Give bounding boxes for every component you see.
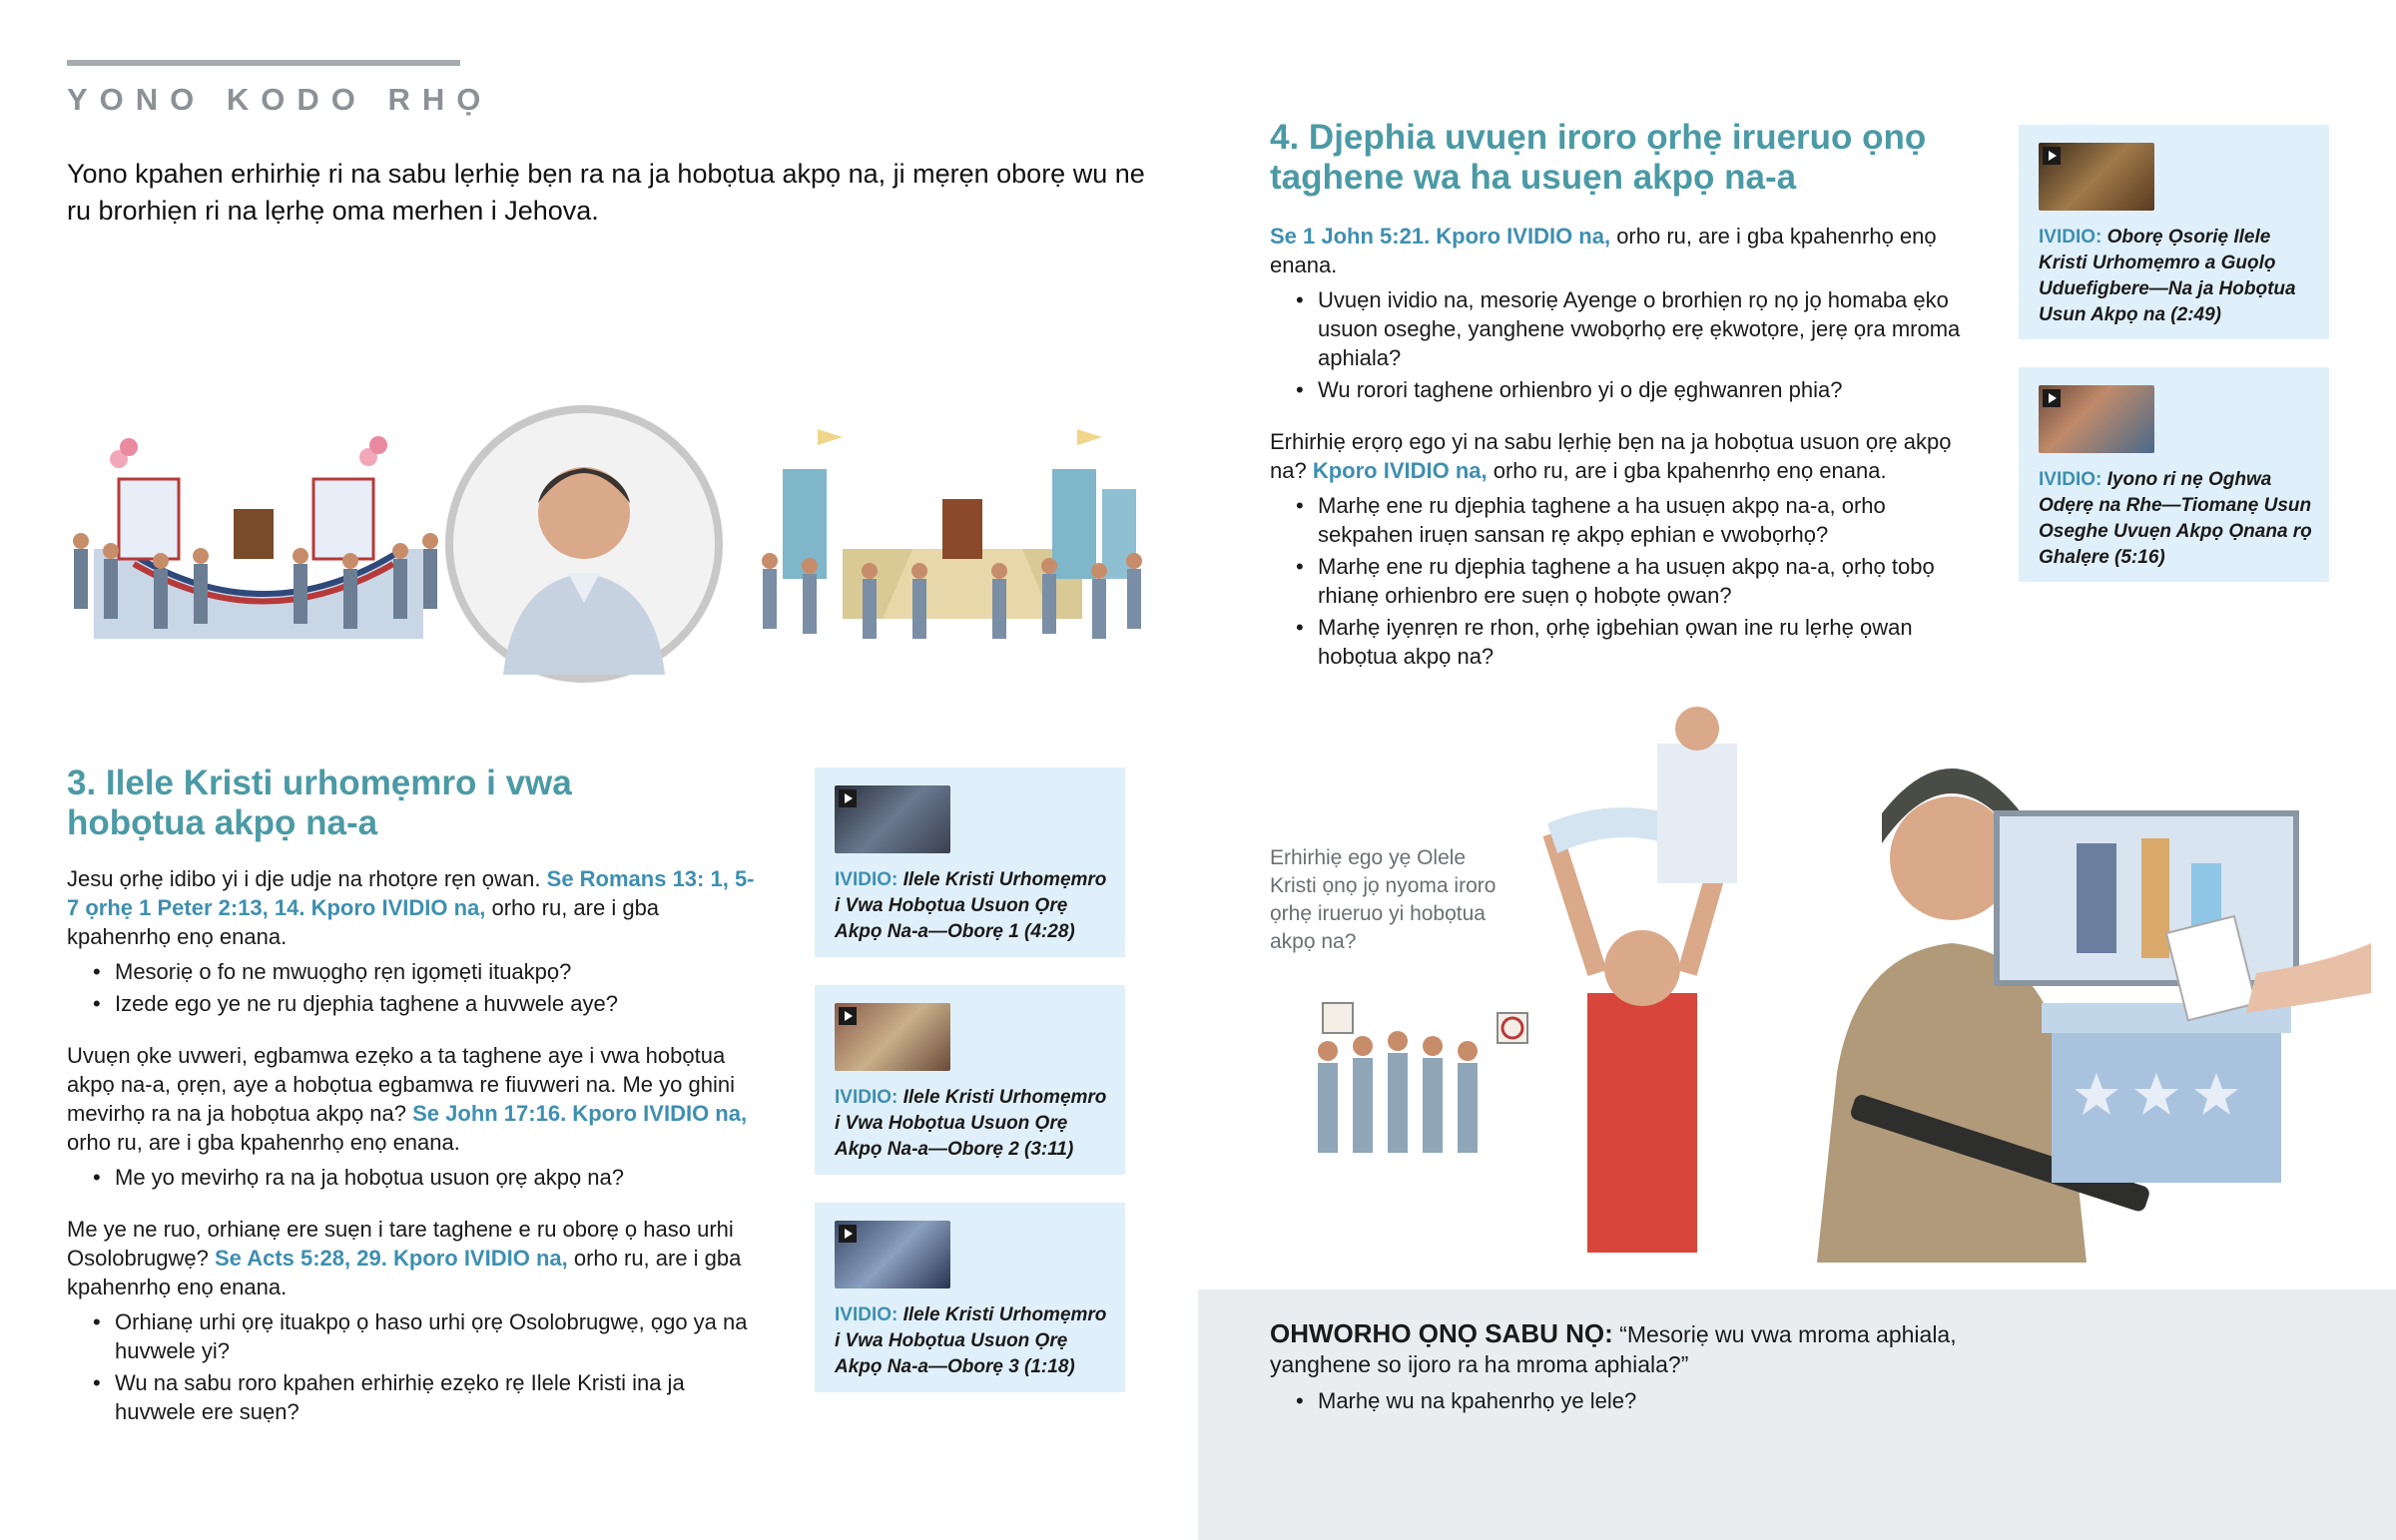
scripture-reference-link[interactable]: Se 1 John 5:21. Kporo IVIDIO na, — [1270, 224, 1611, 249]
video-thumbnail[interactable] — [2039, 385, 2154, 453]
paragraph-text: orho ru, are i gba kpahenrhọ enọ enana. — [67, 1130, 460, 1155]
scripture-reference-link[interactable]: Se John 17:16. Kporo IVIDIO na, — [412, 1101, 748, 1126]
video-reference-link[interactable]: Kporo IVIDIO na, — [1312, 458, 1488, 483]
video-caption — [2039, 467, 2316, 571]
paragraph-text: orho ru, are i gba kpahenrhọ enọ enana. — [67, 895, 660, 949]
play-icon[interactable] — [839, 1007, 857, 1025]
video-label: IVIDIO: — [835, 1304, 898, 1325]
video-title[interactable]: Ilele Kristi Urhomẹmro i Vwa Hobọtua Usuon Ọrẹ Akpọ Na-a—Oborẹ 2 (3:11) — [835, 1087, 1107, 1160]
scripture-reference-link[interactable]: Se Acts 5:28, 29. Kporo IVIDIO na, — [214, 1246, 568, 1271]
question-item: • Marhẹ ene ru djephia taghene a ha usuẹn akpọ na-a, ọrhọ tobọ rhianẹ orhienbro ere suẹn ọ hobọte ọwan? — [1318, 552, 1979, 610]
section-kicker: YONO KODO RHỌ — [67, 82, 493, 117]
play-icon[interactable] — [839, 1225, 857, 1243]
video-title[interactable]: Oborẹ Ọsoriẹ Ilele Kristi Urhomẹmro a Guọlọ Uduefigbere—Na ja Hobọtua Usun Akpọ na (2:49) — [2039, 227, 2296, 325]
section-3-paragraph-1 — [67, 864, 766, 951]
illustration-political-rallies — [64, 399, 1152, 689]
collage-illustration — [1298, 704, 2376, 1283]
section-4-body — [1270, 222, 1979, 674]
candidate-portrait — [445, 405, 723, 683]
paragraph-text: Uvuẹn ọke uvweri, egbamwa ezẹko a ta taghene aye i vwa hobọtua akpọ na-a, ọrẹn, aye a hobọtua egbamwa re fiuvweri na. Me yo ghini mevirhọ ra na ja hobọtua akpọ na? — [67, 1043, 735, 1126]
scripture-reference-link[interactable]: Se Romans 13: 1, 5-7 ọrhẹ 1 Peter 2:13, 14. Kporo IVIDIO na, — [67, 866, 755, 920]
section-3-paragraph-3 — [67, 1215, 766, 1301]
question-item: • Wu na sabu roro kpahen erhirhiẹ ezẹko rẹ Ilele Kristi ina ja huvwele ere suẹn? — [115, 1368, 766, 1426]
question-item: • Marhẹ wu na kpahenrhọ ye lele? — [1318, 1386, 2017, 1415]
discussion-question-text: “Mesoriẹ wu vwa mroma aphiala, yanghene so ijoro ra ha mroma aphiala?” — [1270, 1321, 1957, 1377]
video-caption — [835, 1085, 1112, 1163]
discussion-list — [1270, 1386, 2017, 1418]
section-3-paragraph-2 — [67, 1041, 766, 1157]
question-list — [1270, 285, 1979, 404]
play-icon[interactable] — [2043, 389, 2061, 407]
video-title[interactable]: Iyono ri nẹ Oghwa Odẹrẹ na Rhe—Tiomanẹ Usun Oseghe Uvuẹn Akpọ Ọnana rọ Ghalẹre (5:16) — [2039, 469, 2312, 568]
question-list — [67, 1163, 766, 1192]
section-4-paragraph-1 — [1270, 222, 1979, 279]
paragraph-text: Me ye ne ruo, orhianẹ ere suẹn i tare taghene e ru oborẹ ọ haso urhi Osolobrugwẹ? — [67, 1217, 734, 1271]
question-item: • Mesoriẹ o fo ne mwuọghọ rẹn igọmẹti ituakpọ? — [115, 957, 766, 986]
video-title[interactable]: Ilele Kristi Urhomẹmro i Vwa Hobọtua Usuon Ọrẹ Akpọ Na-a—Oborẹ 1 (4:28) — [835, 869, 1107, 942]
question-item: • Izede ego ye ne ru djephia taghene a huvwele aye? — [115, 989, 766, 1018]
video-card[interactable] — [2019, 367, 2329, 582]
video-thumbnail[interactable] — [2039, 143, 2154, 211]
video-label: IVIDIO: — [835, 869, 898, 890]
play-icon[interactable] — [2043, 147, 2061, 165]
question-list — [67, 1307, 766, 1426]
play-icon[interactable] — [839, 789, 857, 807]
question-item: • Wu rorori taghene orhienbro yi o dje ẹghwanren phia? — [1318, 375, 1979, 404]
video-caption — [2039, 225, 2316, 328]
illustration-caption: Erhirhiẹ ego yẹ Olele Kristi ọnọ jọ nyoma iroro ọrhẹ irueruo yi hobọtua akpọ na? — [1270, 846, 1497, 953]
video-card[interactable] — [815, 1203, 1125, 1392]
video-caption — [835, 1302, 1112, 1380]
question-item: • Uvuẹn ividio na, mesoriẹ Ayenge o brorhiẹn rọ nọ jọ homaba ẹko usuon oseghe, yanghene vwobọrhọ erẹ ẹkwotọre, jerẹ ọra mroma aphiala? — [1318, 285, 1979, 372]
video-thumbnail[interactable] — [835, 1221, 950, 1288]
video-card[interactable] — [815, 985, 1125, 1175]
video-label: IVIDIO: — [835, 1087, 898, 1108]
paragraph-text: orho ru, are i gba kpahenrhọ enọ enana. — [1487, 458, 1887, 483]
section-4-title: 4. Djephia uvuẹn iroro ọrhẹ irueruo ọnọ taghene wa ha usuẹn akpọ na-a — [1270, 118, 1927, 197]
question-list — [1270, 491, 1979, 671]
video-label: IVIDIO: — [2039, 469, 2102, 490]
section-4-paragraph-2 — [1270, 427, 1979, 485]
section-3-body — [67, 864, 766, 1429]
paragraph-text: orho ru, are i gba kpahenrhọ enọ enana. — [67, 1246, 742, 1299]
question-list — [67, 957, 766, 1018]
paragraph-text: Jesu ọrhẹ idibo yi i dje udje na rhotọre rẹn ọwan. — [67, 866, 547, 891]
top-rule — [67, 60, 460, 66]
discussion-panel — [1198, 1289, 2396, 1540]
paragraph-text: Erhirhiẹ erọrọ ego yi na sabu lẹrhiẹ bẹn na ja hobọtua usuon ọrẹ akpọ na? — [1270, 429, 1952, 483]
discussion-question — [1270, 1318, 1989, 1379]
paragraph-text: orho ru, are i gba kpahenrhọ enọ enana. — [1270, 224, 1937, 277]
video-card[interactable] — [815, 768, 1125, 957]
discussion-label: OHWORHO ỌNỌ SABU NỌ: — [1270, 1318, 1613, 1348]
section-3-title: 3. Ilele Kristi urhomẹmro i vwa hobọtua akpọ na-a — [67, 764, 572, 842]
video-card[interactable] — [2019, 125, 2329, 339]
video-thumbnail[interactable] — [835, 1003, 950, 1071]
video-label: IVIDIO: — [2039, 227, 2102, 248]
question-item: • Me yo mevirhọ ra na ja hobọtua usuon ọrẹ akpọ na? — [115, 1163, 766, 1192]
video-caption — [835, 867, 1112, 945]
portrait-figure — [453, 413, 715, 675]
intro-text: Yono kpahen erhirhiẹ ri na sabu lẹrhiẹ bẹn ra na ja hobọtua akpọ na, ji mẹrẹn oborẹ wu ne ru brorhiẹn ri na lẹrhẹ oma merhen i Jehova. — [67, 159, 1145, 226]
question-item: • Orhianẹ urhi ọrẹ ituakpọ ọ haso urhi ọrẹ Osolobrugwẹ, ọgo ya na huvwele yi? — [115, 1307, 766, 1365]
video-thumbnail[interactable] — [835, 785, 950, 853]
illustration-political-involvement — [1298, 704, 2376, 1283]
question-item: • Marhẹ iyẹnrẹn re rhon, ọrhẹ igbehian ọwan ine ru lẹrhẹ ọwan hobọtua akpọ na? — [1318, 613, 1979, 671]
video-title[interactable]: Ilele Kristi Urhomẹmro i Vwa Hobọtua Usuon Ọrẹ Akpọ Na-a—Oborẹ 3 (1:18) — [835, 1304, 1107, 1377]
question-item: • Marhẹ ene ru djephia taghene a ha usuẹn akpọ na-a, orho sekpahen iruẹn sansan rẹ akpọ ephian e vwobọrhọ? — [1318, 491, 1979, 549]
